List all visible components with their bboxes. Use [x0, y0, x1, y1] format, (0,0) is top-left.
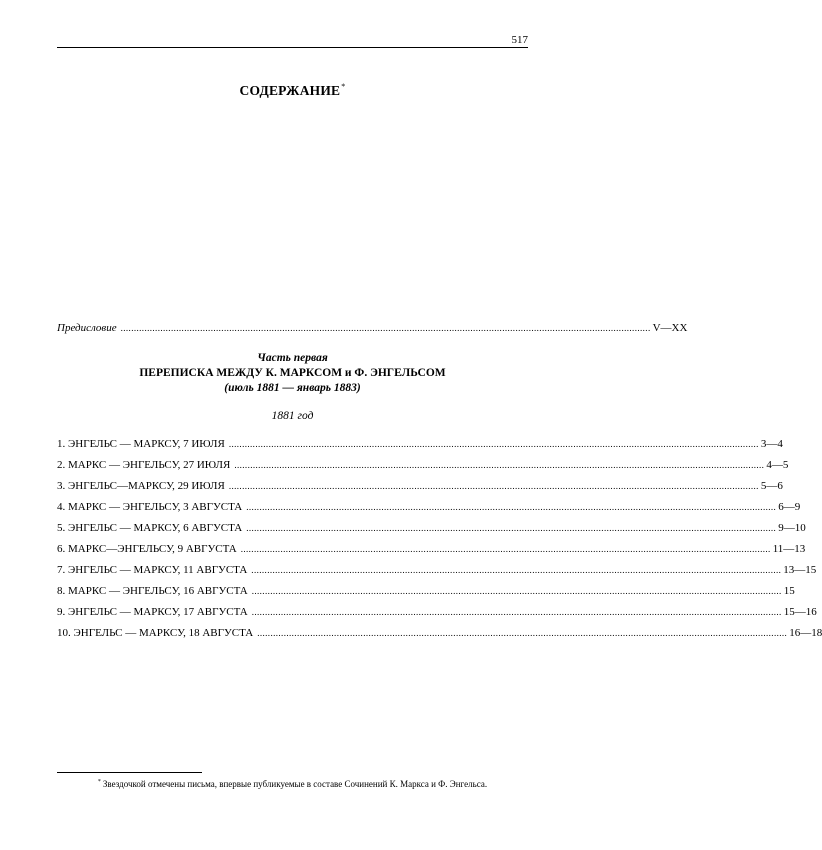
- header-rule: [57, 47, 528, 48]
- toc-leader-dots: ........................................................................................................................................................................................................: [257, 628, 788, 638]
- part-label: Часть первая: [257, 352, 328, 364]
- footnote-text: Звездочкой отмечены письма, впервые публикуемые в составе Сочинений К. Маркса и Ф. Энгельса.: [102, 779, 488, 789]
- toc-entry-label: 8. МАРКС — ЭНГЕЛЬСУ, 16 АВГУСТА: [57, 585, 248, 597]
- part-title: ПЕРЕПИСКА МЕЖДУ К. МАРКСОМ и Ф. ЭНГЕЛЬСОМ: [139, 367, 446, 379]
- toc-entry-pages: 4—5: [766, 459, 789, 471]
- toc-entry[interactable]: [57, 603, 817, 619]
- toc-leader-dots: ........................................................................................................................................................................................................: [251, 607, 782, 617]
- toc-leader-dots: ........................................................................................................................................................................................................: [246, 502, 777, 512]
- toc-preface-pages: V—XX: [652, 322, 688, 334]
- toc-leader-dots: ........................................................................................................................................................................................................: [234, 460, 765, 470]
- toc-entry-pages: 13—15: [783, 564, 817, 576]
- toc-entry[interactable]: [57, 456, 789, 472]
- toc-entry-pages: 6—9: [778, 501, 801, 513]
- toc-entry[interactable]: [57, 477, 783, 493]
- page-number: 517: [511, 34, 528, 46]
- year-heading: 1881 год: [271, 410, 314, 422]
- toc-entry-pages: 3—4: [760, 438, 783, 450]
- toc-leader-dots: ........................................................................................................................................................................................................: [251, 565, 782, 575]
- toc-leader-dots: ........................................................................................................................................................................................................: [120, 323, 651, 333]
- toc-preface-row[interactable]: [57, 319, 688, 335]
- title-footnote-marker: *: [341, 82, 346, 91]
- toc-entry-label: 6. МАРКС—ЭНГЕЛЬСУ, 9 АВГУСТА: [57, 543, 237, 555]
- toc-entry-label: 10. ЭНГЕЛЬС — МАРКСУ, 18 АВГУСТА: [57, 627, 254, 639]
- toc-leader-dots: ........................................................................................................................................................................................................: [228, 439, 759, 449]
- toc-entry[interactable]: [57, 519, 806, 535]
- toc-entry-label: 5. ЭНГЕЛЬС — МАРКСУ, 6 АВГУСТА: [57, 522, 243, 534]
- page-title: [57, 82, 528, 99]
- toc-preface-label: Предисловие: [57, 322, 117, 334]
- part-heading: [57, 351, 528, 396]
- toc-entry-label: 9. ЭНГЕЛЬС — МАРКСУ, 17 АВГУСТА: [57, 606, 248, 618]
- page-title-text: СОДЕРЖАНИЕ: [239, 83, 341, 98]
- toc-entry-label: 3. ЭНГЕЛЬС—МАРКСУ, 29 ИЮЛЯ: [57, 480, 225, 492]
- toc-entry-pages: 15: [783, 585, 795, 597]
- toc-entry-label: 1. ЭНГЕЛЬС — МАРКСУ, 7 ИЮЛЯ: [57, 438, 225, 450]
- toc-entry-pages: 15—16: [783, 606, 817, 618]
- toc-entry[interactable]: [57, 498, 801, 514]
- toc-leader-dots: ........................................................................................................................................................................................................: [251, 586, 782, 596]
- toc-entry-pages: 11—13: [772, 543, 806, 555]
- toc-leader-dots: ........................................................................................................................................................................................................: [228, 481, 759, 491]
- toc-entry-pages: 9—10: [778, 522, 806, 534]
- toc-entry-label: 4. МАРКС — ЭНГЕЛЬСУ, 3 АВГУСТА: [57, 501, 243, 513]
- toc-entry-label: 2. МАРКС — ЭНГЕЛЬСУ, 27 ИЮЛЯ: [57, 459, 231, 471]
- footnote-marker: *: [97, 779, 101, 785]
- footnote: [57, 779, 528, 789]
- toc-entry[interactable]: [57, 582, 795, 598]
- toc-entry-pages: 5—6: [760, 480, 783, 492]
- toc-leader-dots: ........................................................................................................................................................................................................: [240, 544, 771, 554]
- toc-entry[interactable]: [57, 624, 822, 640]
- toc-entry[interactable]: [57, 561, 817, 577]
- footnote-rule: [57, 772, 202, 773]
- toc-entry[interactable]: [57, 435, 783, 451]
- part-period: (июль 1881 — январь 1883): [224, 382, 361, 394]
- toc-entry[interactable]: [57, 540, 806, 556]
- toc-entry-label: 7. ЭНГЕЛЬС — МАРКСУ, 11 АВГУСТА: [57, 564, 248, 576]
- toc-leader-dots: ........................................................................................................................................................................................................: [246, 523, 777, 533]
- toc-entry-pages: 16—18: [789, 627, 822, 639]
